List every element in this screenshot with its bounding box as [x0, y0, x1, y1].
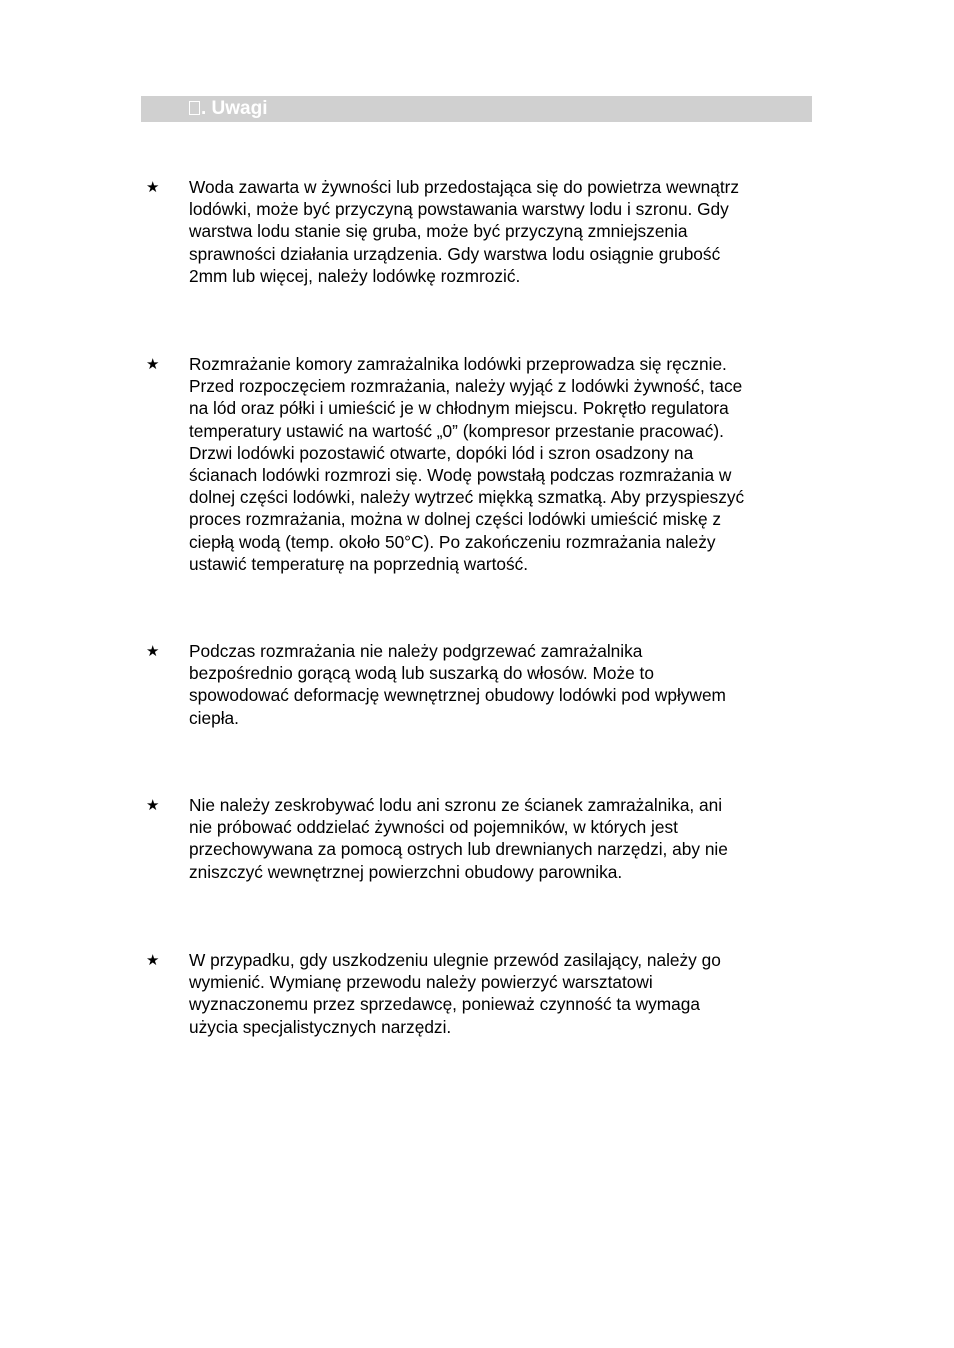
note-line: użycia specjalistycznych narzędzi.	[189, 1016, 452, 1037]
missing-glyph-box-icon	[189, 101, 200, 115]
section-header-bar	[141, 96, 812, 122]
note-line: 2mm lub więcej, należy lodówkę rozmrozić.	[189, 265, 521, 286]
note-line: ścianach lodówki rozmrozi się. Wodę powstałą podczas rozmrażania w	[189, 465, 732, 486]
note-line: wymienić. Wymianę przewodu należy powierzyć warsztatowi	[189, 972, 653, 993]
star-bullet-icon: ★	[146, 951, 160, 969]
note-line: W przypadku, gdy uszkodzeniu ulegnie przewód zasilający, należy go	[189, 950, 721, 970]
note-line: temperatury ustawić na wartość „0” (kompresor przestanie pracować).	[189, 420, 724, 441]
note-line: nie próbować oddzielać żywności od pojemników, w których jest	[189, 817, 678, 838]
star-bullet-icon: ★	[146, 178, 160, 196]
star-bullet-icon: ★	[146, 355, 160, 373]
note-line: dolnej części lodówki, należy wytrzeć miękką szmatką. Aby przyspieszyć	[189, 487, 745, 508]
note-line: na lód oraz półki i umieścić je w chłodnym miejscu. Pokrętło regulatora	[189, 398, 729, 419]
note-line: bezpośrednio gorącą wodą lub suszarką do włosów. Może to	[189, 663, 654, 684]
note-text	[189, 353, 819, 575]
note-line: Woda zawarta w żywności lub przedostająca się do powietrza wewnątrz	[189, 177, 740, 197]
note-line: proces rozmrażania, można w dolnej części lodówki umieścić miskę z	[189, 509, 722, 530]
note-line: warstwa lodu stanie się gruba, może być przyczyną zmniejszenia	[189, 221, 688, 242]
note-line: Nie należy zeskrobywać lodu ani szronu ze ścianek zamrażalnika, ani	[189, 795, 723, 815]
section-title	[189, 97, 268, 121]
note-line: ustawić temperaturę na poprzednią wartość.	[189, 553, 529, 574]
note-text	[189, 176, 819, 287]
star-bullet-icon: ★	[146, 642, 160, 660]
star-bullet-icon: ★	[146, 796, 160, 814]
section-title-text: . Uwagi	[201, 98, 268, 119]
note-line: Drzwi lodówki pozostawić otwarte, dopóki lód i szron osadzony na	[189, 442, 694, 463]
note-line: spowodować deformację wewnętrznej obudowy lodówki pod wpływem	[189, 685, 726, 706]
note-line: Podczas rozmrażania nie należy podgrzewać zamrażalnika	[189, 641, 643, 661]
note-text	[189, 640, 819, 729]
note-line: lodówki, może być przyczyną powstawania warstwy lodu i szronu. Gdy	[189, 199, 729, 220]
note-text	[189, 949, 819, 1038]
note-line: zniszczyć wewnętrznej powierzchni obudowy parownika.	[189, 861, 623, 882]
note-line: sprawności działania urządzenia. Gdy warstwa lodu osiągnie grubość	[189, 243, 721, 264]
note-line: Przed rozpoczęciem rozmrażania, należy wyjąć z lodówki żywność, tace	[189, 376, 743, 397]
note-line: przechowywana za pomocą ostrych lub drewnianych narzędzi, aby nie	[189, 839, 728, 860]
note-line: ciepła.	[189, 707, 239, 728]
note-text	[189, 794, 819, 883]
note-line: Rozmrażanie komory zamrażalnika lodówki przeprowadza się ręcznie.	[189, 354, 727, 374]
note-line: ciepłą wodą (temp. około 50°C). Po zakończeniu rozmrażania należy	[189, 531, 716, 552]
note-line: wyznaczonemu przez sprzedawcę, ponieważ czynność ta wymaga	[189, 994, 700, 1015]
